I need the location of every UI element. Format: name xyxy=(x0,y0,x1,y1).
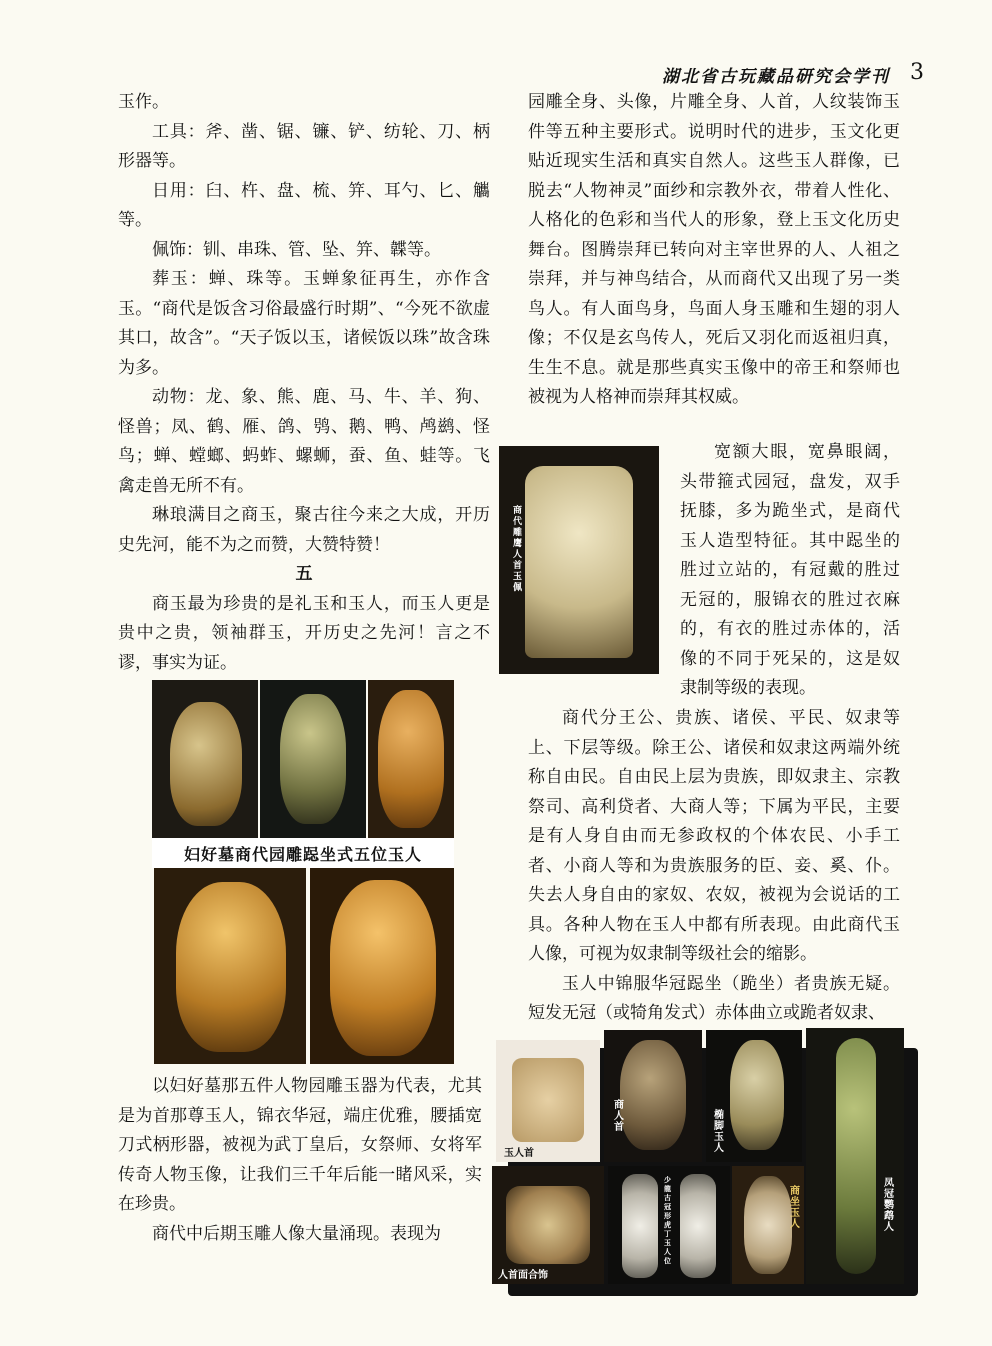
right-wrap-text xyxy=(680,438,900,704)
jade-figure-photo-4 xyxy=(154,868,306,1064)
jade-figure-photo-3 xyxy=(368,680,454,838)
jade-pendant-photo xyxy=(499,446,659,674)
photo-label: 商代雕鹰人首玉佩 xyxy=(513,506,523,593)
collage-label: 商坐玉人 xyxy=(790,1186,800,1230)
right-column-bottom-text xyxy=(528,704,900,1029)
collage-photo-1 xyxy=(496,1040,600,1162)
paragraph: 园雕全身、头像，片雕全身、人首，人纹装饰玉件等五种主要形式。说明时代的进步，玉文化更贴近现实生活和真实自然人。这些玉人群像，已脱去“人物神灵”面纱和宗教外衣，带着人性化、人格化的色彩和当代人的形象，登上玉文化历史舞台。图腾崇拜已转向对主宰世界的人、人祖之崇拜，并与神鸟结合，从而商代又出现了另一类鸟人。有人面鸟身，鸟面人身玉雕和生翅的羽人像；不仅是玄鸟传人，死后又羽化而返祖归真，生生不息。就是那些真实玉像中的帝王和祭师也被视为人格神而崇拜其权威。 xyxy=(528,92,900,407)
paragraph: 佩饰：钏、串珠、管、坠、笄、韘等。 xyxy=(152,239,441,260)
page-number: 3 xyxy=(910,60,924,85)
collage-label: 少龍古冠形虎丁玉人位 xyxy=(664,1176,671,1265)
collage-photo-3 xyxy=(706,1030,802,1162)
paragraph: 琳琅满目之商玉，聚古往今来之大成，开历史先河，能不为之而赞，大赞特赞！ xyxy=(118,505,490,555)
jade-figure-photo-1 xyxy=(152,680,258,838)
figure-caption: 妇好墓商代园雕跽坐式五位玉人 xyxy=(152,838,454,868)
paragraph: 工具：斧、凿、锯、镰、铲、纺轮、刀、柄形器等。 xyxy=(118,121,490,171)
collage-photo-4 xyxy=(806,1028,904,1284)
collage-photo-7 xyxy=(732,1166,804,1284)
right-column-text xyxy=(528,88,900,413)
paragraph: 商玉最为珍贵的是礼玉和玉人，而玉人更是贵中之贵，领袖群玉，开历史之先河！言之不谬，事实为证。 xyxy=(118,593,490,673)
journal-title: 湖北省古玩藏品研究会学刊 xyxy=(662,67,890,87)
jade-figure-photo-2 xyxy=(260,680,366,838)
collage-photo-5 xyxy=(492,1166,604,1284)
paragraph: 商代中后期玉雕人像大量涌现。表现为 xyxy=(152,1223,441,1244)
paragraph: 日用：臼、杵、盘、梳、笄、耳勺、匕、觿等。 xyxy=(118,180,490,230)
collage-label: 凤冠鹦鹉人 xyxy=(884,1178,894,1233)
left-column-text xyxy=(118,88,490,678)
collage-label: 椭脚玉人 xyxy=(714,1110,724,1154)
left-column-bottom-text xyxy=(118,1072,482,1249)
collage-label: 玉人首 xyxy=(504,1148,534,1159)
section-number: 五 xyxy=(295,564,313,584)
paragraph: 玉作。 xyxy=(118,92,169,112)
paragraph: 玉人中锦服华冠跽坐（跪坐）者贵族无疑。短发无冠（或犄角发式）赤体曲立或跪者奴隶、 xyxy=(528,973,900,1023)
paragraph: 宽额大眼，宽鼻眼阔，头带箍式园冠，盘发，双手抚膝，多为跪坐式，是商代玉人造型特征。其中跽坐的胜过立站的，有冠戴的胜过无冠的，服锦衣的胜过衣麻的，有衣的胜过赤体的，活像的不同于死呆的，这是奴隶制等级的表现。 xyxy=(680,442,900,698)
jade-figure-photo-5 xyxy=(310,868,454,1064)
paragraph: 商代分王公、贵族、诸侯、平民、奴隶等上、下层等级。除王公、诸侯和奴隶这两端外统称自由民。自由民上层为贵族，即奴隶主、宗教祭司、高利贷者、大商人等；下属为平民，主要是有人身自由而无参政权的个体农民、小手工者、小商人等和为贵族服务的臣、妾、奚、仆。失去人身自由的家奴、农奴，被视为会说话的工具。各种人物在玉人中都有所表现。由此商代玉人像，可视为奴隶制等级社会的缩影。 xyxy=(528,708,900,964)
paragraph: 以妇好墓那五件人物园雕玉器为代表，尤其是为首那尊玉人，锦衣华冠，端庄优雅，腰插宽刀式柄形器，被视为武丁皇后，女祭师、女将军传奇人物玉像，让我们三千年后能一睹风采，实在珍贵。 xyxy=(118,1076,482,1214)
collage-photo-6 xyxy=(608,1166,730,1284)
collage-label: 人首面合饰 xyxy=(498,1270,548,1281)
paragraph: 葬玉：蝉、珠等。玉蝉象征再生，亦作含玉。“商代是饭含习俗最盛行时期”、“今死不欲虚其口，故含”。“天子饭以玉，诸候饭以珠”故含珠为多。 xyxy=(118,269,490,378)
collage-photo-2 xyxy=(604,1030,702,1162)
paragraph: 动物：龙、象、熊、鹿、马、牛、羊、狗、怪兽；凤、鹤、雁、鸽、鸮、鹅、鸭、鸬鹚、怪鸟；蝉、螳螂、蚂蚱、螺蛳，蚕、鱼、蛙等。飞禽走兽无所不有。 xyxy=(118,387,490,496)
collage-label: 商人首 xyxy=(614,1100,624,1133)
